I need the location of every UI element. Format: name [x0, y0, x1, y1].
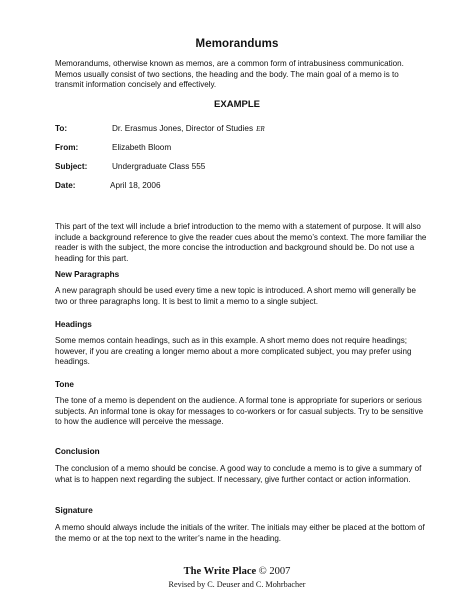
subject-label: Subject: — [55, 162, 88, 171]
footer-brand: The Write Place — [183, 566, 257, 577]
to-value: Dr. Erasmus Jones, Director of Studies — [112, 124, 254, 133]
body-intro-paragraph: This part of the text will include a brief introduction to the memo with a statement of purpose. It will also include a background reference to give the reader cues about the memo’s context. The more familiar the reader is with the subject, the more concise the introduction and background should be. Do not use a heading for this part. — [55, 222, 427, 263]
date-label: Date: — [55, 181, 76, 190]
example-heading: EXAMPLE — [214, 99, 260, 110]
from-label: From: — [55, 143, 79, 152]
page-title: Memorandums — [195, 38, 279, 50]
footer-credit — [0, 566, 474, 577]
section-text-headings: Some memos contain headings, such as in this example. A short memo does not require headings; however, if you are creating a longer memo about a more complicated subject, you may prefer using headings. — [55, 336, 412, 367]
section-heading-new-paragraphs: New Paragraphs — [55, 270, 120, 279]
from-value: Elizabeth Bloom — [112, 143, 172, 152]
to-value-row — [112, 124, 265, 133]
section-heading-conclusion: Conclusion — [55, 447, 100, 456]
footer-revised: Revised by C. Deuser and C. Mohrbacher — [168, 580, 306, 589]
subject-value: Undergraduate Class 555 — [112, 162, 206, 171]
section-text-new-paragraphs: A new paragraph should be used every time a new topic is introduced. A short memo will generally be two or three paragraphs long. It is best to limit a memo to a single subject. — [55, 286, 416, 306]
section-heading-tone: Tone — [55, 380, 74, 389]
section-text-conclusion: The conclusion of a memo should be concise. A good way to conclude a memo is to give a summary of what is to happen next regarding the subject. If necessary, give further contact or action information. — [55, 464, 422, 484]
intro-paragraph: Memorandums, otherwise known as memos, are a common form of intrabusiness communication. Memos usually consist of two sections, the heading and the body. The main goal of a memo is to transmit information concisely and effectively. — [55, 59, 404, 90]
to-initials: ER — [256, 125, 265, 133]
to-label: To: — [55, 124, 68, 133]
section-text-tone: The tone of a memo is dependent on the audience. A formal tone is appropriate for superiors or serious subjects. An informal tone is okay for messages to co-workers or for casual subjects. Try to be sensitive to how the audience will perceive the message. — [55, 396, 424, 427]
footer-copyright: © 2007 — [258, 566, 291, 577]
section-heading-signature: Signature — [55, 506, 93, 515]
section-heading-headings: Headings — [55, 320, 92, 329]
date-value: April 18, 2006 — [110, 181, 161, 190]
section-text-signature: A memo should always include the initials of the writer. The initials may either be placed at the bottom of the memo or at the top next to the writer’s name in the heading. — [55, 523, 425, 543]
